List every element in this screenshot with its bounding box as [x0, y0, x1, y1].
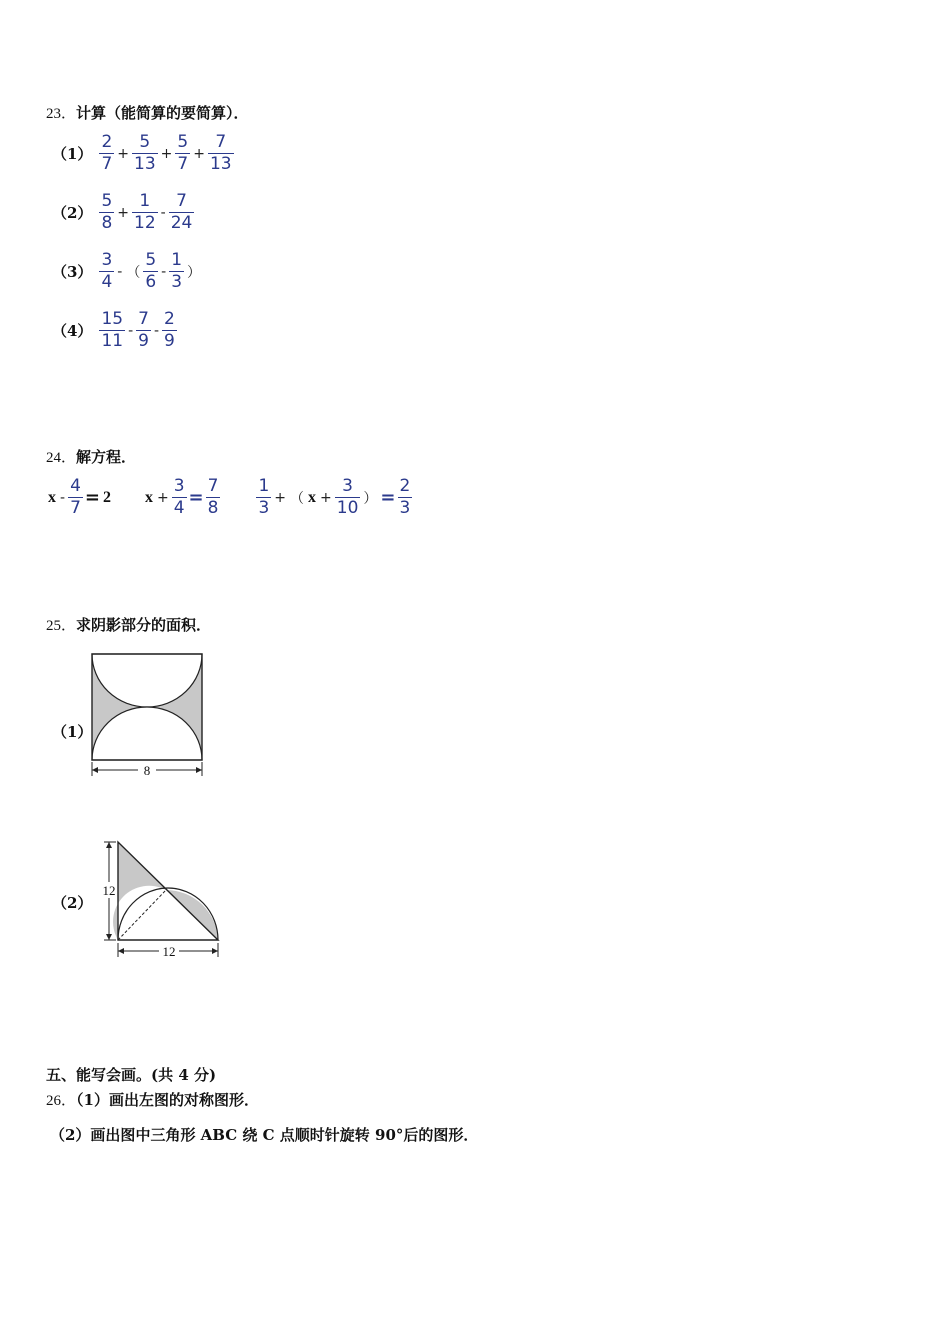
q24-heading [46, 446, 136, 467]
q23-number: 23． [46, 106, 77, 122]
fraction: $\frac{5}{8}$ [101, 191, 113, 233]
q23-item-2 [52, 193, 195, 232]
q24-equations [46, 478, 413, 517]
variable: x [144, 488, 153, 506]
operator: - [60, 489, 66, 506]
q23-heading [46, 102, 249, 123]
fraction: $\frac{1}{3}$ [258, 476, 270, 518]
operator: + [117, 145, 129, 162]
fig2-height-label: 12 [102, 883, 116, 898]
fraction: $\frac{5}{6}$ [145, 250, 157, 292]
q26-part2: （2）画出图中三角形 ABC 绕 C 点顺时针旋转 90°后的图形． [50, 1126, 479, 1144]
operator: + [117, 204, 129, 221]
equals: = [380, 487, 396, 508]
q26-part1: （1）画出左图的对称图形． [76, 1091, 259, 1109]
operator: + [320, 489, 332, 506]
item-label: （3） [52, 263, 93, 281]
operator: + [160, 145, 173, 162]
q26-number: 26． [46, 1093, 77, 1109]
fraction: $\frac{1}{12}$ [134, 191, 156, 233]
fraction: $\frac{1}{3}$ [171, 250, 183, 292]
q25-heading [46, 614, 211, 635]
variable: x [308, 488, 317, 506]
q23-item-1 [52, 134, 235, 173]
q24-title: 解方程． [76, 448, 137, 466]
fraction: $\frac{5}{7}$ [177, 132, 189, 174]
equals: = [84, 487, 100, 508]
fraction: $\frac{2}{7}$ [101, 132, 113, 174]
fig2-triangle [118, 842, 218, 940]
fraction: $\frac{5}{13}$ [134, 132, 156, 174]
item-label: （4） [52, 322, 93, 340]
q25-number: 25． [46, 618, 77, 634]
operator: - [160, 204, 166, 221]
fraction: $\frac{3}{4}$ [101, 250, 113, 292]
fraction: $\frac{4}{7}$ [70, 476, 81, 518]
operator: + [274, 489, 287, 506]
q23-item-4 [52, 311, 178, 350]
operator: - [161, 263, 167, 280]
fraction: $\frac{3}{4}$ [173, 476, 185, 518]
q24-number: 24． [46, 450, 77, 466]
fraction: $\frac{3}{10}$ [336, 476, 359, 518]
operator: - [128, 322, 134, 339]
fraction: $\frac{7}{9}$ [138, 309, 149, 351]
operator: + [193, 145, 205, 162]
item-label: （1） [52, 145, 93, 163]
fig2-label: （2） [52, 894, 93, 912]
fraction: $\frac{2}{9}$ [164, 309, 175, 351]
fraction: $\frac{7}{8}$ [207, 476, 219, 518]
q23-item-3 [52, 252, 203, 291]
paren: ） [363, 490, 378, 507]
equals: = [188, 487, 204, 508]
operator: + [156, 489, 169, 506]
variable: x [48, 488, 56, 506]
fig2-width-label: 12 [162, 944, 176, 959]
fig2-shaded-triangle [113, 842, 166, 940]
section5-title: 五、能写会画。(共 4 分) [46, 1066, 217, 1084]
fig1-label: （1） [52, 723, 93, 741]
paren: （ [126, 264, 141, 281]
operator: - [117, 263, 123, 280]
rhs: 2 [102, 488, 111, 506]
figure-2-triangle-semicircle [96, 836, 226, 962]
paren: ） [187, 264, 202, 281]
fig1-dimension-label: 8 [143, 763, 151, 778]
item-label: （2） [52, 204, 93, 222]
fraction: $\frac{2}{3}$ [399, 476, 411, 518]
paren: （ [290, 490, 305, 507]
q26-line1 [46, 1089, 259, 1110]
fraction: $\frac{7}{24}$ [170, 191, 193, 233]
q25-title: 求阴影部分的面积． [76, 616, 212, 634]
figure-1-square-semicircles [86, 650, 210, 782]
q23-title: 计算（能简算的要简算）． [76, 104, 249, 122]
fraction: $\frac{15}{11}$ [101, 309, 124, 351]
operator: - [153, 322, 160, 339]
fraction: $\frac{7}{13}$ [209, 132, 232, 174]
